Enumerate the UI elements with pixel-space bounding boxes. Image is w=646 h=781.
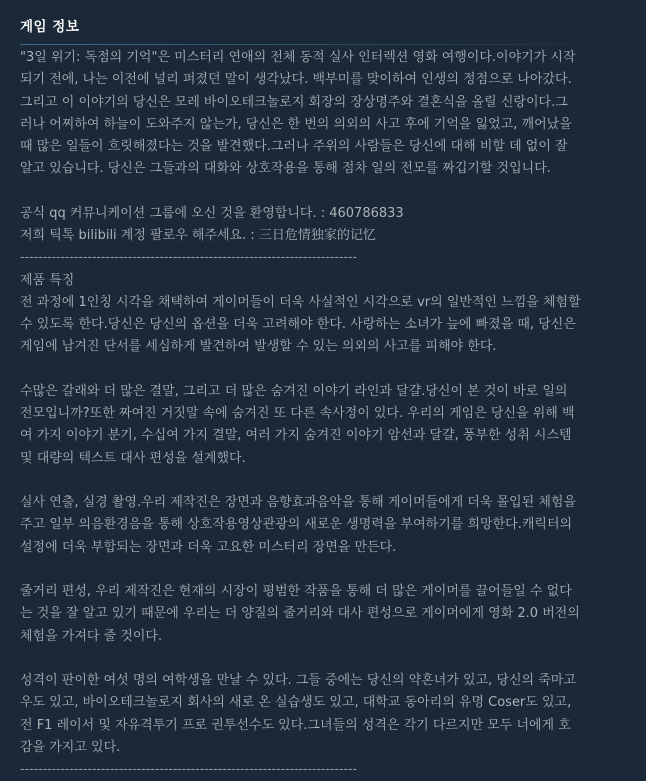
feature-line: 여 가지 이야기 분기, 수십여 가지 결말, 여러 가지 숨겨진 이야기 암선과 달걀, 풍부한 성취 시스템 [20, 428, 572, 444]
community-line: 공식 qq 커뮤니케이션 그룹에 오신 것을 환영합니다. : 460786833 [20, 205, 404, 221]
section-header [20, 16, 626, 45]
feature-line: 실사 연출, 실경 촬영.우리 제작진은 장면과 음향효과음악을 통해 게이머들에게 더욱 몰입된 체험을 [20, 495, 577, 510]
community-paragraph [20, 203, 632, 248]
paragraph-spacer [20, 470, 632, 492]
intro-line: 러나 어찌하여 하늘이 도와주지 않는가, 당신은 한 번의 의외의 사고 후에 기억을 잃었고, 깨어났을 [20, 116, 572, 132]
intro-line: 그리고 이 이야기의 당신은 모레 바이오테크놀로지 회장의 장상명주와 결혼식을 올릴 신랑이다.그 [20, 94, 568, 110]
feature-line: 주고 일부 의음환경음을 통해 상호작용영상관광의 새로운 생명력을 부여하기를 희망한다.캐릭터의 [20, 517, 573, 533]
paragraph-spacer [20, 648, 632, 670]
feature-line: 성격이 판이한 여섯 명의 여학생을 만날 수 있다. 그들 중에는 당신의 약혼녀가 있고, 당신의 죽마고 [20, 673, 576, 688]
feature-line: 게임에 남겨진 단서를 세심하게 발견하여 발생할 수 있는 의외의 사고를 피해야 한다. [20, 339, 497, 355]
feature-line: 감을 가지고 있다. [20, 739, 121, 755]
intro-line: "3일 위기: 독점의 기억"은 미스터리 연애의 전체 동적 실사 인터렉션 영화 여행이다.이야기가 시작 [20, 50, 576, 65]
feature-paragraph [20, 381, 632, 470]
intro-line: 때 많은 일들이 흐릿해졌다는 것을 발견했다.그러나 주위의 사람들은 당신에 대해 비할 데 없이 잘 [20, 139, 568, 154]
dashed-divider-bottom: --------------------------------------------------------------------------- [20, 762, 357, 777]
feature-line: 는 것을 잘 알고 있기 때문에 우리는 더 양질의 줄거리와 대사 편성으로 게이머에게 영화 2.0 버전의 [20, 606, 580, 622]
community-line: 저희 틱톡 bilibili 계정 팔로우 해주세요. : 三日危情独家的记忆 [20, 228, 376, 243]
title-divider [20, 44, 626, 45]
paragraph-spacer [20, 359, 632, 381]
paragraph-spacer [20, 559, 632, 581]
intro-paragraph [20, 47, 632, 181]
feature-line: 체험을 가져다 줄 것이다. [20, 628, 163, 644]
feature-paragraph [20, 581, 632, 648]
feature-line: 전 F1 레이서 및 자유격투기 프로 권투선수도 있다.그녀들의 성격은 각기 다르지만 모두 너에게 호 [20, 717, 571, 733]
feature-paragraph [20, 292, 632, 359]
intro-line: 되기 전에, 나는 이전에 널리 퍼졌던 말이 생각났다. 백부미를 맞이하여 인생의 정점으로 나아갔다. [20, 72, 572, 88]
feature-line: 전모입니까?또한 짜여진 거짓말 속에 숨겨진 또 다른 속사정이 있다. 우리의 게임은 당신을 위해 백 [20, 406, 575, 421]
game-description [20, 47, 632, 781]
feature-paragraph [20, 492, 632, 559]
feature-line: 줄거리 편성, 우리 제작진은 현재의 시장이 평범한 작품을 통해 더 많은 게이머를 끌어들일 수 없다 [20, 584, 572, 599]
paragraph-spacer [20, 181, 632, 203]
feature-line: 수많은 갈래와 더 많은 결말, 그리고 더 많은 숨겨진 이야기 라인과 달걀.당신이 본 것이 바로 일의 [20, 383, 568, 399]
feature-line: 우도 있고, 바이오테크놀로지 회사의 새로 온 실습생도 있고, 대학교 동아리의 유명 Coser도 있고, [20, 695, 572, 711]
feature-line: 수 있도록 한다.당신은 당신의 옵션을 더욱 고려해야 한다. 사랑하는 소녀가 늪에 빠졌을 때, 당신은 [20, 317, 576, 332]
feature-line: 및 대량의 텍스트 대사 편성을 설계했다. [20, 450, 246, 466]
feature-line: 설정에 더욱 부합되는 장면과 더욱 고요한 미스터리 장면을 만든다. [20, 539, 397, 555]
dashed-divider: --------------------------------------------------------------------------- [20, 250, 357, 266]
features-heading: 제품 특징 [20, 272, 75, 288]
feature-line: 전 과정에 1인칭 시각을 채택하여 게이머들이 더욱 사실적인 시각으로 vr의 일반적인 느낌을 체험할 [20, 294, 581, 310]
feature-paragraph [20, 670, 632, 759]
intro-line: 알고 있습니다. 당신은 그들과의 대화와 상호작용을 통해 점차 일의 전모를 짜깁기할 것입니다. [20, 161, 551, 177]
section-title: 게임 정보 [20, 19, 80, 35]
